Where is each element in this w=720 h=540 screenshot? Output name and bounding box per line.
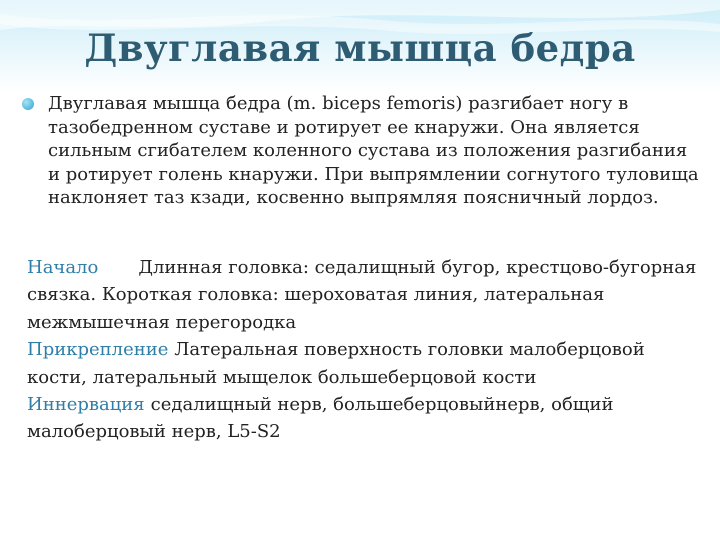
slide-title: Двуглавая мышца бедра bbox=[84, 26, 636, 70]
insertion-text: Латеральная поверхность головки малоберцовой кости, латеральный мыщелок большеберцовой кости bbox=[27, 339, 645, 388]
origin-label: Начало bbox=[27, 257, 99, 278]
origin-text: Длинная головка: седалищный бугор, крестцово-бугорная связка. Короткая головка: шероховатая линия, латеральная межмышечная перегородка bbox=[27, 257, 697, 333]
insertion-label: Прикрепление bbox=[27, 339, 169, 361]
bullet-item bbox=[22, 92, 702, 210]
innervation-text: седалищный нерв, большеберцовыйнерв, общий малоберцовый нерв, L5-S2 bbox=[27, 394, 614, 443]
bullet-dot-icon bbox=[22, 98, 34, 110]
bullet-text: Двуглавая мышца бедра (m. biceps femoris) разгибает ногу в тазобедренном суставе и ротирует ее кнаружи. Она является сильным сгибателем коленного сустава из положения разгибания и ротирует голень кнаружи. При выпрямлении согнутого туловища наклоняет таз кзади, косвенно выпрямляя поясничный лордоз. bbox=[48, 93, 699, 208]
innervation-label: Иннервация bbox=[27, 394, 145, 416]
muscle-info bbox=[27, 254, 697, 446]
